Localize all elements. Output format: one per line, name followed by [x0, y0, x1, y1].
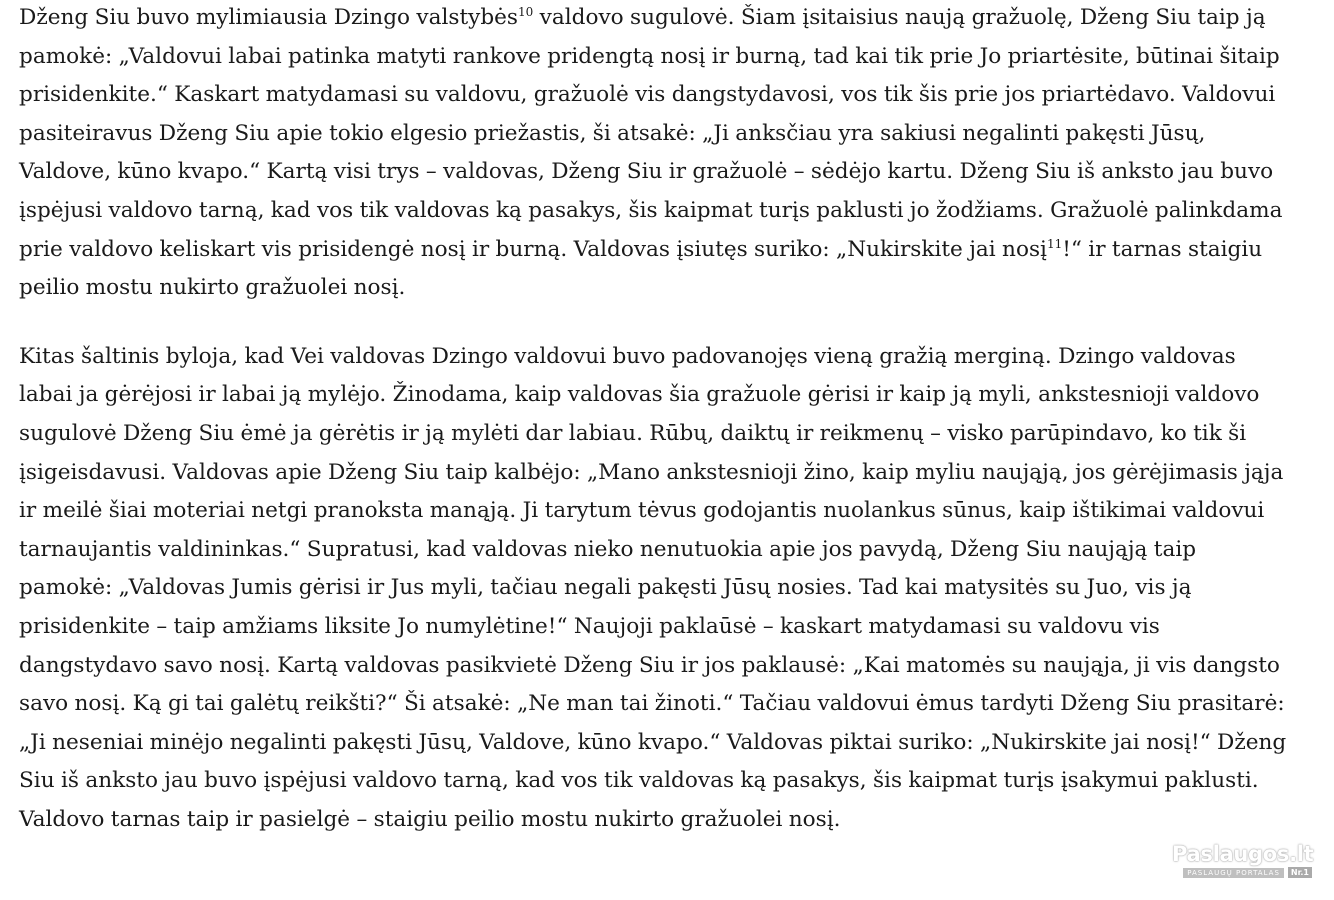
footnote-ref-10[interactable]: 10 — [518, 4, 534, 19]
paragraph-1-text-a: Dženg Siu buvo mylimiausia Dzingo valstybės — [19, 5, 519, 30]
watermark-logo — [1172, 842, 1312, 878]
paragraph-1-text-c: !“ ir tarnas staigiu peilio mostu nukirto gražuolei nosį. — [19, 236, 1263, 301]
paragraph-2: Kitas šaltinis byloja, kad Vei valdovas Dzingo valdovui buvo padovanojęs vieną gražią merginą. Dzingo valdovas labai ja gėrėjosi ir labai ją mylėjo. Žinodama, kaip valdovas šia gražuole gėrisi ir kaip ją myli, ankstesnioji valdovo sugulovė Dženg Siu ėmė ja gėrėtis ir ją mylėti dar labiau. Rūbų, daiktų ir reikmenų – visko parūpindavo, ko tik ši įsigeisdavusi. Valdovas apie Dženg Siu taip kalbėjo: „Mano ankstesnioji žino, kaip myliu naująją, jos gėrėjimasis jąja ir meilė šiai moteriai netgi pranoksta manąją. Ji tarytum tėvus godojantis nuolankus sūnus, kaip ištikimai valdovui tarnaujantis valdininkas.“ Supratusi, kad valdovas nieko nenutuokia apie jos pavydą, Dženg Siu naująją taip pamokė: „Valdovas Jumis gėrisi ir Jus myli, tačiau negali pakęsti Jūsų nosies. Tad kai matysitės su Juo, vis ją prisidenkite – taip amžiams liksite Jo numylėtine!“ Naujoji paklaūsė – kaskart matydamasi su valdovu vis dangstydavo savo nosį. Kartą valdovas pasikvietė Dženg Siu ir jos paklausė: „Kai matomės su naująja, ji vis dangsto savo nosį. Ką gi tai galėtų reikšti?“ Ši atsakė: „Ne man tai žinoti.“ Tačiau valdovui ėmus tardyti Dženg Siu prasitarė: „Ji neseniai minėjo negalinti pakęsti Jūsų, Valdove, kūno kvapo.“ Valdovas piktai suriko: „Nukirskite jai nosį!“ Dženg Siu iš anksto jau buvo įspėjusi valdovo tarną, kad vos tik valdovas ką pasakys, šis kaipmat turįs įsakymui paklusti. Valdovo tarnas taip ir pasielgė – staigiu peilio mostu nukirto gražuolei nosį. — [19, 343, 1287, 832]
watermark-sub-text: PASLAUGŲ PORTALAS — [1183, 868, 1284, 878]
watermark-main-text: Paslaugos.lt — [1172, 842, 1314, 866]
paragraph-1 — [19, 0, 1294, 308]
watermark-badge: Nr.1 — [1288, 867, 1312, 878]
footnote-ref-11[interactable]: 11 — [1046, 236, 1063, 251]
watermark-sub — [1172, 867, 1312, 878]
paragraph-1-text-b: valdovo sugulovė. Šiam įsitaisius naują gražuolę, Dženg Siu taip ją pamokė: „Valdovui labai patinka matyti rankove pridengtą nosį ir burną, tad kai tik prie Jo priartėsite, būtinai šitaip prisidenkite.“ Kaskart matydamasi su valdovu, gražuolė vis dangstydavosi, vos tik šis prie jos priartėdavo. Valdovui pasiteiravus Dženg Siu apie tokio elgesio priežastis, ši atsakė: „Ji anksčiau yra sakiusi negalinti pakęsti Jūsų, Valdove, kūno kvapo.“ Kartą visi trys – valdovas, Dženg Siu ir gražuolė – sėdėjo kartu. Dženg Siu iš anksto jau buvo įspėjusi valdovo tarną, kad vos tik valdovas ką pasakys, šis kaipmat turįs paklusti jo žodžiams. Gražuolė palinkdama prie valdovo keliskart vis prisidengė nosį ir burną. Valdovas įsiutęs suriko: „Nukirskite jai nosį — [19, 5, 1283, 262]
